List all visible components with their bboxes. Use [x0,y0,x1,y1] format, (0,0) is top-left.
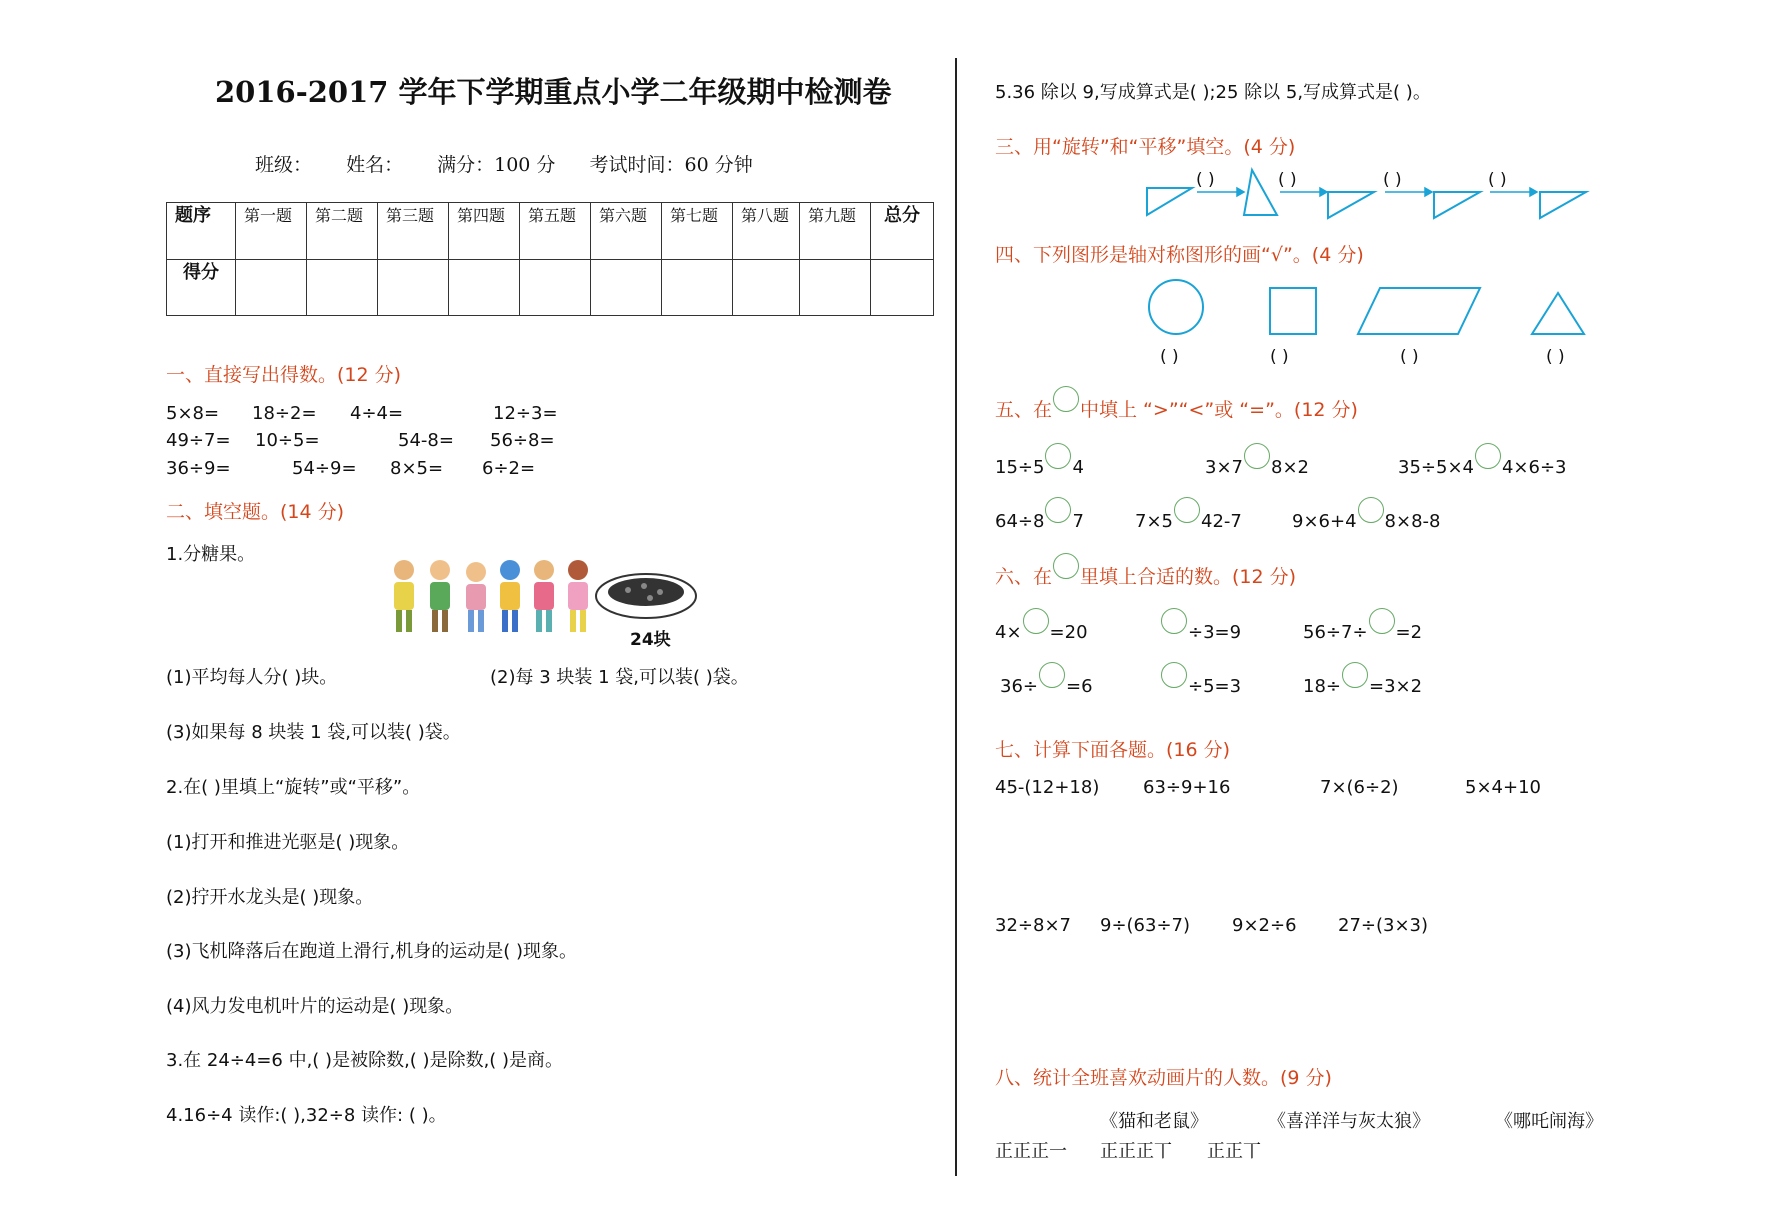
sec2-q3: 3.在 24÷4=6 中,( )是被除数,( )是除数,( )是商。 [166,1050,564,1071]
fill-circle[interactable] [1161,662,1187,688]
symmetry-shapes [1140,278,1590,338]
fill-circle[interactable] [1161,608,1187,634]
sec3-blank[interactable]: ( ) [1278,170,1297,190]
section-6-title [995,562,1296,589]
compare-right: 4×6÷3 [1501,457,1567,478]
section-8-title: 八、统计全班喜欢动画片的人数。(9 分) [995,1067,1332,1089]
compare-circle[interactable] [1045,443,1071,469]
exam-time: 考试时间：60 分钟 [589,154,753,176]
fill-item [1160,618,1241,644]
sec4-blank[interactable]: ( ) [1400,347,1419,367]
score-header-cell: 第六题 [591,203,662,260]
column-divider [955,58,957,1176]
compare-left: 7×5 [1135,511,1173,532]
score-cell[interactable] [662,259,733,316]
score-header-cell: 第一题 [236,203,307,260]
fill-item [1303,618,1422,644]
score-header-cell: 第七题 [662,203,733,260]
fill-circle[interactable] [1039,662,1065,688]
compare-circle[interactable] [1475,443,1501,469]
score-header-cell: 第三题 [378,203,449,260]
calc-item: 63÷9+16 [1143,777,1231,798]
calc-item: 45-(12+18) [995,777,1100,798]
sec2-q2-3: (3)飞机降落后在跑道上滑行,机身的运动是( )现象。 [166,941,577,962]
fill-right: =3×2 [1369,676,1423,697]
score-header-cell: 第九题 [800,203,871,260]
sec2-q1: 1.分糖果。 [166,544,256,565]
score-header-cell: 题序 [167,203,236,260]
sec1-calc: 4÷4= [350,403,404,424]
calc-item: 27÷(3×3) [1338,915,1429,936]
section-4-title: 四、下列图形是轴对称图形的画“√”。(4 分) [995,244,1364,266]
compare-right: 42-7 [1201,511,1242,532]
tally-marks: 正正正丅 [1100,1141,1172,1162]
sec1-calc: 54-8= [398,430,454,451]
fill-right: =20 [1049,622,1088,643]
kids-icon [394,560,588,632]
compare-right: 8×2 [1271,457,1309,478]
compare-right: 7 [1072,511,1084,532]
fill-circle[interactable] [1023,608,1049,634]
calc-item: 7×(6÷2) [1320,777,1399,798]
compare-left: 64÷8 [995,511,1045,532]
score-cell[interactable] [871,259,934,316]
fill-item [1303,672,1422,698]
sec1-calc: 8×5= [390,458,444,479]
sec2-q5: 5.36 除以 9,写成算式是( );25 除以 5,写成算式是( )。 [995,82,1431,103]
sec2-q4: 4.16÷4 读作:( ),32÷8 读作: ( )。 [166,1105,447,1126]
sec3-blank[interactable]: ( ) [1196,170,1215,190]
section-7-title: 七、计算下面各题。(16 分) [995,739,1231,761]
section-2-title: 二、填空题。(14 分) [166,501,345,523]
compare-item [1398,453,1567,479]
compare-item [995,507,1084,533]
fill-left: 36÷ [1000,676,1038,697]
calc-item: 9÷(63÷7) [1100,915,1191,936]
score-cell[interactable] [591,259,662,316]
fill-left: 56÷7÷ [1303,622,1368,643]
compare-item [1205,453,1309,479]
sec1-calc: 49÷7= [166,430,231,451]
score-cell[interactable] [449,259,520,316]
sec1-calc: 36÷9= [166,458,231,479]
circle-blank-icon [1053,386,1079,412]
sec4-blank[interactable]: ( ) [1160,347,1179,367]
sec4-blank[interactable]: ( ) [1546,347,1565,367]
compare-left: 3×7 [1205,457,1243,478]
score-header-cell: 总分 [871,203,934,260]
tally-marks: 正正丅 [1207,1141,1261,1162]
sec2-q2: 2.在( )里填上“旋转”或“平移”。 [166,777,421,798]
triangle-icon [1244,170,1277,215]
sec2-q1-2: (2)每 3 块装 1 袋,可以装( )袋。 [490,667,749,688]
compare-left: 9×6+4 [1292,511,1357,532]
calc-item: 32÷8×7 [995,915,1071,936]
compare-circle[interactable] [1358,497,1384,523]
section-5-title-b: 中填上 “>”“<”或 “=”。(12 分) [1080,399,1358,421]
score-cell[interactable] [236,259,307,316]
fill-right: =6 [1066,676,1093,697]
triangle-icon [1328,192,1374,218]
cartoon-title: 《喜洋洋与灰太狼》 [1268,1111,1430,1132]
score-header-cell: 第四题 [449,203,520,260]
fill-circle[interactable] [1369,608,1395,634]
score-cell[interactable] [307,259,378,316]
fill-item [995,618,1088,644]
fill-right: ÷3=9 [1188,622,1242,643]
full-score: 满分：100 分 [437,154,556,176]
triangle-icon [1147,188,1192,215]
sec4-blank[interactable]: ( ) [1270,347,1289,367]
sec1-calc: 5×8= [166,403,220,424]
sec2-q1-1: (1)平均每人分( )块。 [166,667,338,688]
compare-item [1135,507,1242,533]
triangle-icon [1434,192,1480,218]
compare-circle[interactable] [1045,497,1071,523]
sec2-q2-4: (4)风力发电机叶片的运动是( )现象。 [166,996,464,1017]
fill-item [1000,672,1093,698]
name-label: 姓名： [346,154,404,176]
score-cell[interactable] [520,259,591,316]
compare-item [995,453,1084,479]
score-header-cell: 第五题 [520,203,591,260]
compare-right: 4 [1072,457,1084,478]
fill-left: 4× [995,622,1022,643]
parallelogram-shape-icon [1358,288,1480,334]
sec2-q1-3: (3)如果每 8 块装 1 袋,可以装( )袋。 [166,722,461,743]
sec2-q2-1: (1)打开和推进光驱是( )现象。 [166,832,410,853]
fill-right: ÷5=3 [1188,676,1242,697]
compare-right: 8×8-8 [1384,511,1441,532]
tally-marks: 正正正一 [995,1141,1067,1162]
fill-right: =2 [1395,622,1423,643]
cartoon-title: 《猫和老鼠》 [1100,1111,1208,1132]
sec3-blank[interactable]: ( ) [1383,170,1402,190]
sec1-calc: 54÷9= [292,458,357,479]
sec1-calc: 18÷2= [252,403,317,424]
triangle-shape-icon [1532,293,1584,334]
fill-item [1160,672,1241,698]
compare-item [1292,507,1440,533]
cartoon-title: 《哪吒闹海》 [1495,1111,1603,1132]
square-shape-icon [1270,288,1316,334]
candy-count-label: 24块 [630,630,671,650]
candy-plate-icon [596,574,696,618]
score-row-label: 得分 [167,259,236,316]
section-6-title-b: 里填上合适的数。(12 分) [1080,566,1297,588]
section-5-title [995,395,1358,422]
sec1-calc: 6÷2= [482,458,536,479]
score-cell[interactable] [800,259,871,316]
score-table [166,202,934,316]
compare-circle[interactable] [1174,497,1200,523]
circle-shape-icon [1149,280,1203,334]
fill-circle[interactable] [1342,662,1368,688]
section-1-title: 一、直接写出得数。(12 分) [166,364,402,386]
sec1-calc: 12÷3= [493,403,558,424]
calc-item: 5×4+10 [1465,777,1541,798]
score-table-header-row [167,203,934,260]
page-title: 2016-2017 学年下学期重点小学二年级期中检测卷 [215,75,892,109]
compare-left: 15÷5 [995,457,1045,478]
sec3-blank[interactable]: ( ) [1488,170,1507,190]
calc-item: 9×2÷6 [1232,915,1297,936]
sec1-calc: 10÷5= [255,430,320,451]
class-label: 班级： [255,154,313,176]
score-cell[interactable] [733,259,800,316]
compare-circle[interactable] [1244,443,1270,469]
section-3-title: 三、用“旋转”和“平移”填空。(4 分) [995,136,1296,158]
sec2-q2-2: (2)拧开水龙头是( )现象。 [166,887,374,908]
triangle-icon [1540,192,1586,218]
circle-blank-icon [1053,553,1079,579]
sec1-calc: 56÷8= [490,430,555,451]
compare-left: 35÷5×4 [1398,457,1474,478]
score-header-cell: 第八题 [733,203,800,260]
score-cell[interactable] [378,259,449,316]
score-table-score-row [167,259,934,316]
score-header-cell: 第二题 [307,203,378,260]
exam-info [255,150,781,177]
fill-left: 18÷ [1303,676,1341,697]
section-6-title-a: 六、在 [995,566,1053,588]
section-5-title-a: 五、在 [995,399,1053,421]
